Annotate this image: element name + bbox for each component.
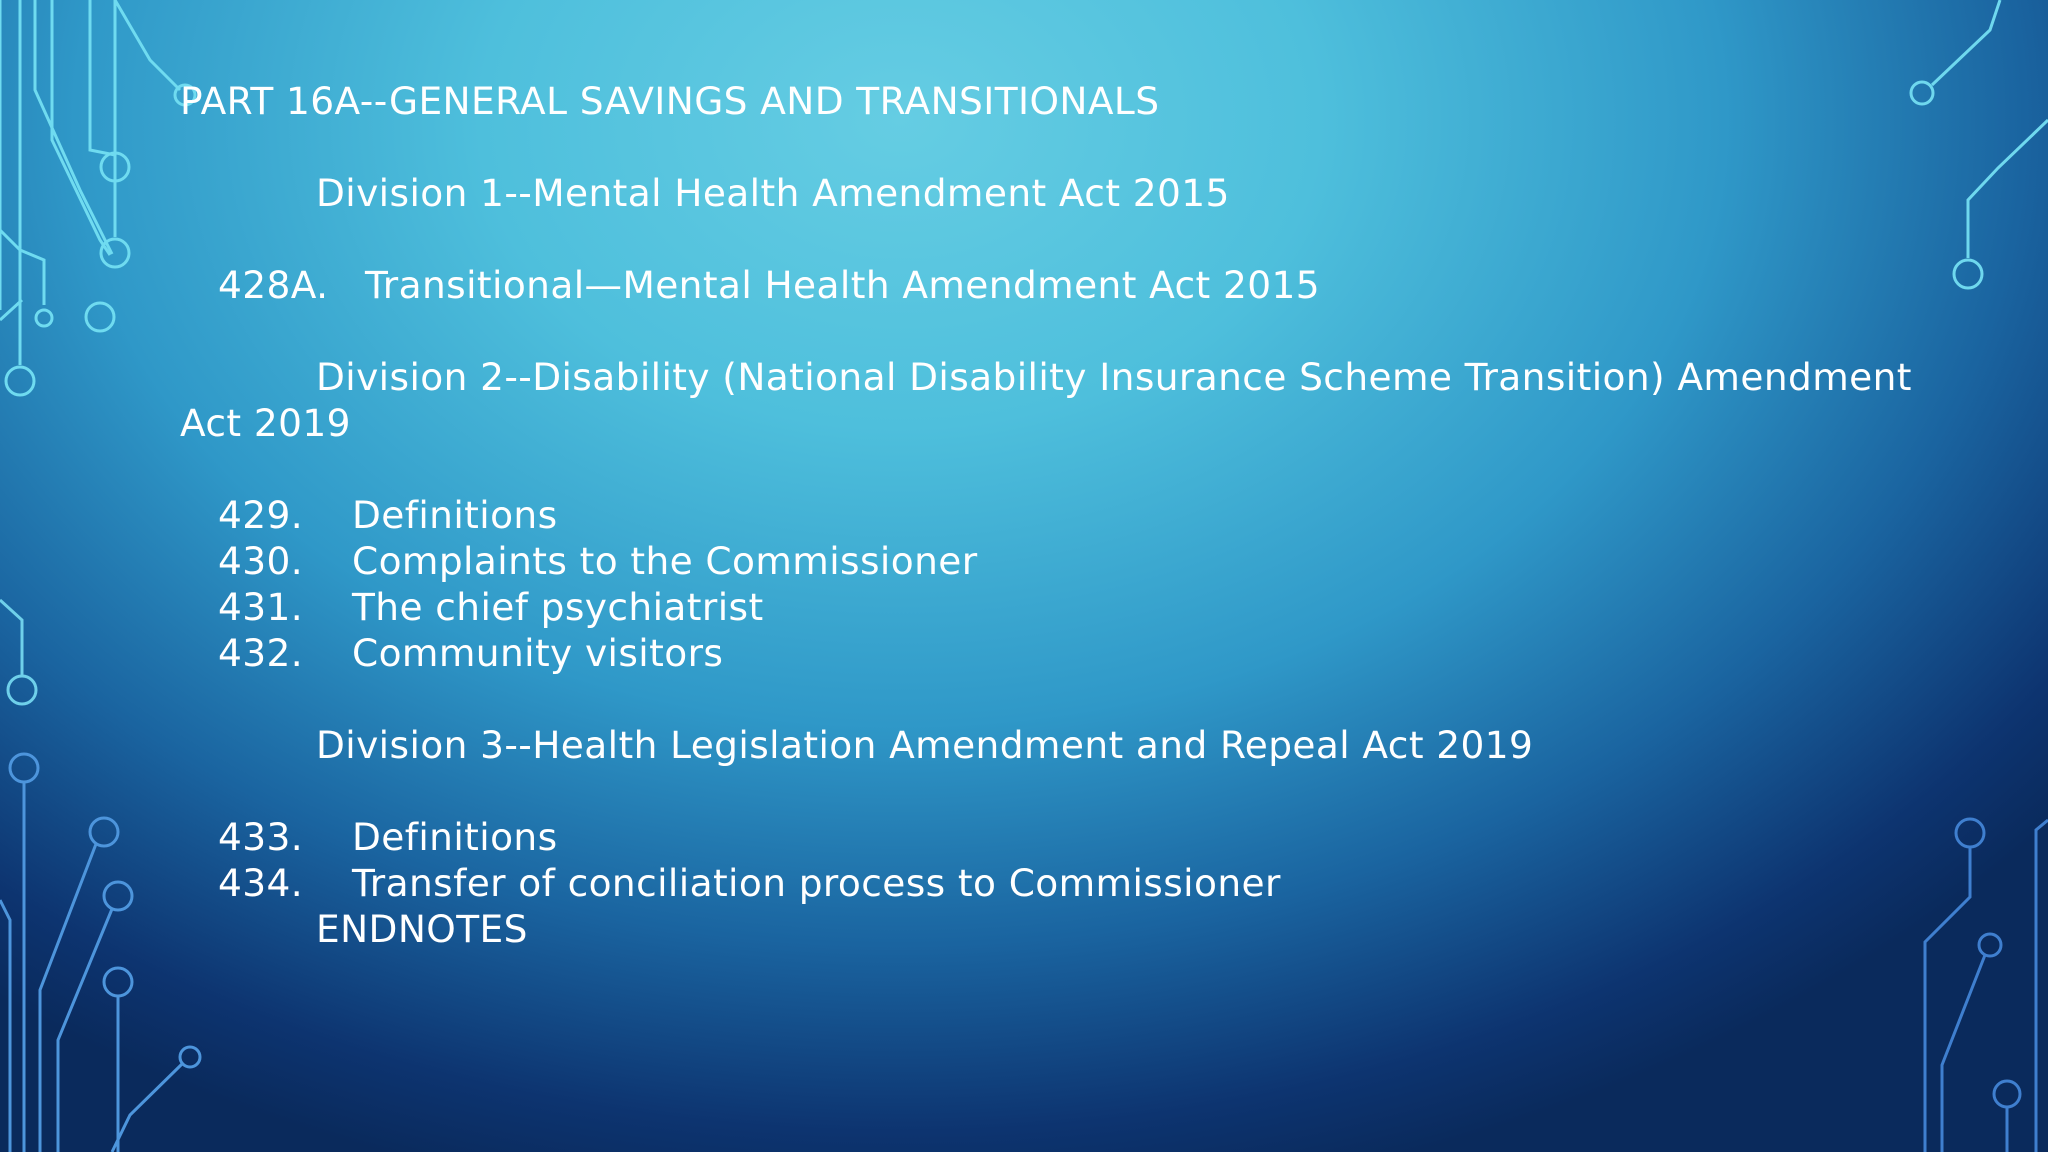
item-title: Transitional—Mental Health Amendment Act 2015 xyxy=(365,263,1321,307)
spacer xyxy=(180,768,1940,814)
spacer xyxy=(180,124,1940,170)
spacer xyxy=(180,676,1940,722)
list-item xyxy=(180,814,1940,860)
item-number: 429. xyxy=(218,493,304,537)
spacer xyxy=(180,308,1940,354)
item-number: 433. xyxy=(218,815,304,859)
circuit-left-middle xyxy=(0,600,36,704)
list-item xyxy=(180,630,1940,676)
list-item xyxy=(180,538,1940,584)
item-number: 434. xyxy=(218,861,304,905)
item-number: 430. xyxy=(218,539,304,583)
item-number: 428A. xyxy=(218,263,329,307)
spacer xyxy=(180,216,1940,262)
division-1-heading: Division 1--Mental Health Amendment Act 2015 xyxy=(316,171,1230,215)
list-item xyxy=(180,492,1940,538)
division-2-heading: Division 2--Disability (National Disability Insurance Scheme Transition) Amendment Act 2019 xyxy=(180,355,1912,445)
circuit-bottom-left xyxy=(0,754,200,1152)
list-item xyxy=(180,584,1940,630)
list-item xyxy=(180,860,1940,906)
item-title: Definitions xyxy=(352,493,558,537)
item-title: Complaints to the Commissioner xyxy=(352,539,978,583)
list-item xyxy=(180,262,1940,308)
item-title: Definitions xyxy=(352,815,558,859)
endnotes-label: ENDNOTES xyxy=(316,907,528,951)
item-title: Transfer of conciliation process to Commissioner xyxy=(352,861,1281,905)
spacer xyxy=(180,446,1940,492)
slide-content xyxy=(180,78,1940,952)
circuit-bottom-right xyxy=(1925,819,2048,1152)
division-3-heading: Division 3--Health Legislation Amendment and Repeal Act 2019 xyxy=(316,723,1534,767)
item-title: Community visitors xyxy=(352,631,724,675)
item-number: 431. xyxy=(218,585,304,629)
item-number: 432. xyxy=(218,631,304,675)
part-heading: PART 16A--GENERAL SAVINGS AND TRANSITIONALS xyxy=(180,79,1160,123)
circuit-top-left xyxy=(0,0,195,395)
item-title: The chief psychiatrist xyxy=(352,585,764,629)
